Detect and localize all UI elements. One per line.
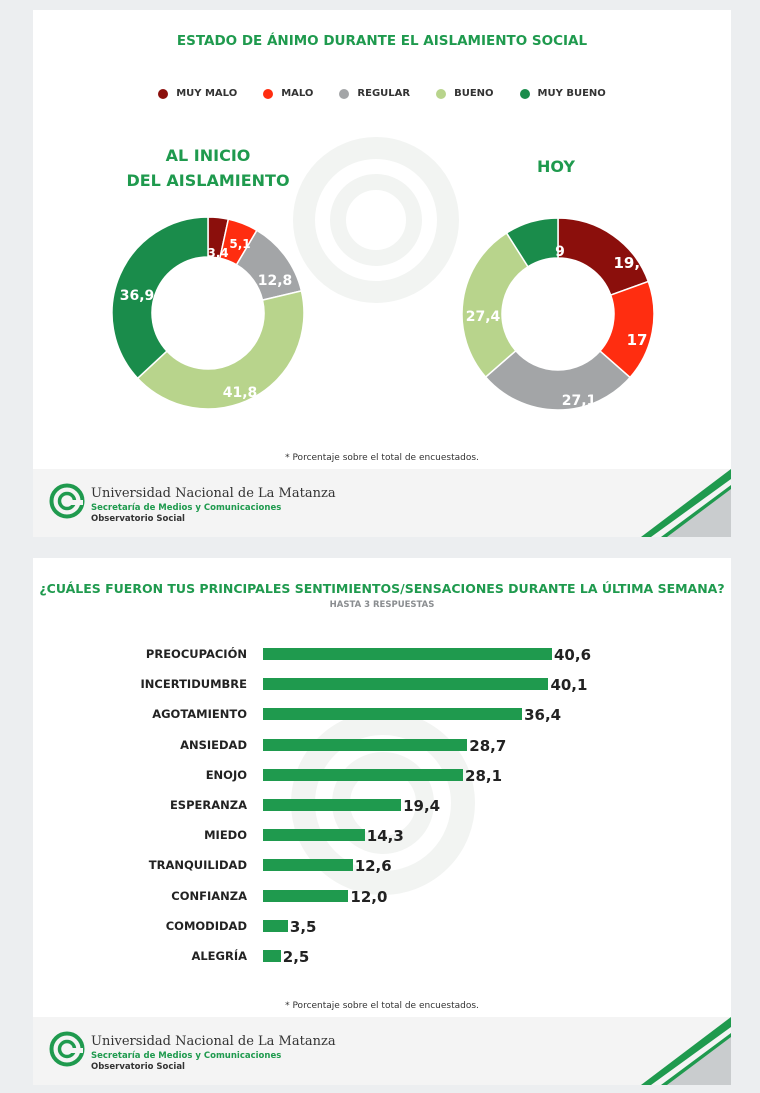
observatorio-name: Observatorio Social <box>91 514 185 524</box>
legend-swatch <box>263 89 273 99</box>
legend-swatch <box>520 89 530 99</box>
bar <box>263 678 548 690</box>
bar-value-label: 36,4 <box>524 706 562 725</box>
bar-value-label: 3,5 <box>289 917 317 936</box>
bar-value-label: 14,3 <box>366 827 404 846</box>
inicio-label-regular: 12,8 <box>257 273 293 289</box>
legend <box>33 88 731 99</box>
inicio-label-muy-malo: 3,4 <box>207 246 229 260</box>
unlam-logo-icon <box>49 483 85 519</box>
bar <box>263 769 463 781</box>
legend-label: BUENO <box>454 88 494 99</box>
bar <box>263 739 467 751</box>
donut-hoy-title: HOY <box>536 157 575 176</box>
bar <box>263 829 365 841</box>
bar-category-label: INCERTIDUMBRE <box>140 677 247 692</box>
legend-item-regular <box>339 88 410 99</box>
slide2-subtitle: HASTA 3 RESPUESTAS <box>329 600 435 610</box>
bar-value-label: 19,4 <box>403 797 441 815</box>
footer <box>33 1017 731 1085</box>
secretaria-name: Secretaría de Medios y Comunicaciones <box>91 1051 282 1061</box>
legend-swatch <box>339 89 349 99</box>
hoy-label-muy-malo: 19,5 <box>613 254 651 272</box>
footnote: * Porcentaje sobre el total de encuestados. <box>285 1001 479 1011</box>
watermark-logo-icon <box>291 135 461 305</box>
footnote: * Porcentaje sobre el total de encuestados. <box>285 453 479 463</box>
bar-value-label: 28,1 <box>465 766 503 785</box>
legend-item-muy-malo <box>158 88 237 99</box>
bar-category-label: ANSIEDAD <box>180 737 247 752</box>
university-name: Universidad Nacional de La Matanza <box>91 1034 336 1049</box>
bar-category-label: CONFIANZA <box>171 888 247 903</box>
bar-value-label: 28,7 <box>469 736 507 755</box>
bar-value-label: 12,0 <box>350 887 388 906</box>
legend-item-muy-bueno <box>520 88 606 99</box>
bar <box>263 859 353 871</box>
bar-value-label: 40,1 <box>550 676 588 695</box>
bar-category-label: MIEDO <box>204 828 247 843</box>
corner-stripes-decoration <box>641 469 731 537</box>
legend-item-malo <box>263 88 313 99</box>
legend-label: MALO <box>281 88 314 99</box>
legend-swatch <box>158 89 168 99</box>
inicio-label-muy-bueno: 36,9 <box>119 288 155 304</box>
bar <box>263 648 552 660</box>
donut-inicio-title <box>108 143 308 193</box>
hoy-label-bueno: 27,4 <box>465 309 501 325</box>
bar-category-label: COMODIDAD <box>165 918 247 933</box>
legend-label: MUY MALO <box>176 88 238 99</box>
slide-sentimientos <box>33 558 731 1085</box>
slide-estado-de-animo <box>33 10 731 537</box>
bar <box>263 950 281 962</box>
donut-chart-hoy <box>460 216 656 412</box>
bar <box>263 708 522 720</box>
legend-label: MUY BUENO <box>537 88 606 99</box>
hoy-label-muy-bueno: 9 <box>555 244 565 260</box>
inicio-label-malo: 5,1 <box>229 237 251 251</box>
bar <box>263 890 348 902</box>
donut-inicio-title-line1: AL INICIO <box>165 146 251 165</box>
bar-value-label: 2,5 <box>282 948 310 966</box>
corner-stripes-decoration <box>641 1017 731 1085</box>
observatorio-name: Observatorio Social <box>91 1062 185 1072</box>
university-name: Universidad Nacional de La Matanza <box>91 486 336 501</box>
legend-item-bueno <box>436 88 493 99</box>
secretaria-name: Secretaría de Medios y Comunicaciones <box>91 503 282 513</box>
unlam-logo-icon <box>49 1031 85 1067</box>
bar-value-label: 40,6 <box>554 646 592 664</box>
slide2-title: ¿CUÁLES FUERON TUS PRINCIPALES SENTIMIENTOS/SENSACIONES DURANTE LA ÚLTIMA SEMANA? <box>39 581 725 596</box>
bar <box>263 920 288 932</box>
legend-swatch <box>436 89 446 99</box>
legend-label: REGULAR <box>357 88 411 99</box>
bar-value-label: 12,6 <box>354 857 392 876</box>
bar-category-label: ENOJO <box>205 767 247 782</box>
bar-category-label: AGOTAMIENTO <box>152 707 247 722</box>
footer <box>33 469 731 537</box>
hoy-label-regular: 27,1 <box>561 393 597 409</box>
hoy-label-malo: 17 <box>626 331 648 349</box>
slide1-title: ESTADO DE ÁNIMO DURANTE EL AISLAMIENTO SOCIAL <box>176 33 588 49</box>
donut-chart-inicio <box>110 215 306 411</box>
bar-category-label: ALEGRÍA <box>191 949 247 963</box>
bar-category-label: TRANQUILIDAD <box>148 858 247 873</box>
bar-category-label: ESPERANZA <box>169 798 247 812</box>
bar <box>263 799 401 811</box>
inicio-label-bueno: 41,8 <box>222 385 258 401</box>
hoy-slice-regular <box>486 351 630 410</box>
bar-category-label: PREOCUPACIÓN <box>145 647 247 661</box>
donut-inicio-title-line2: DEL AISLAMIENTO <box>126 171 290 190</box>
